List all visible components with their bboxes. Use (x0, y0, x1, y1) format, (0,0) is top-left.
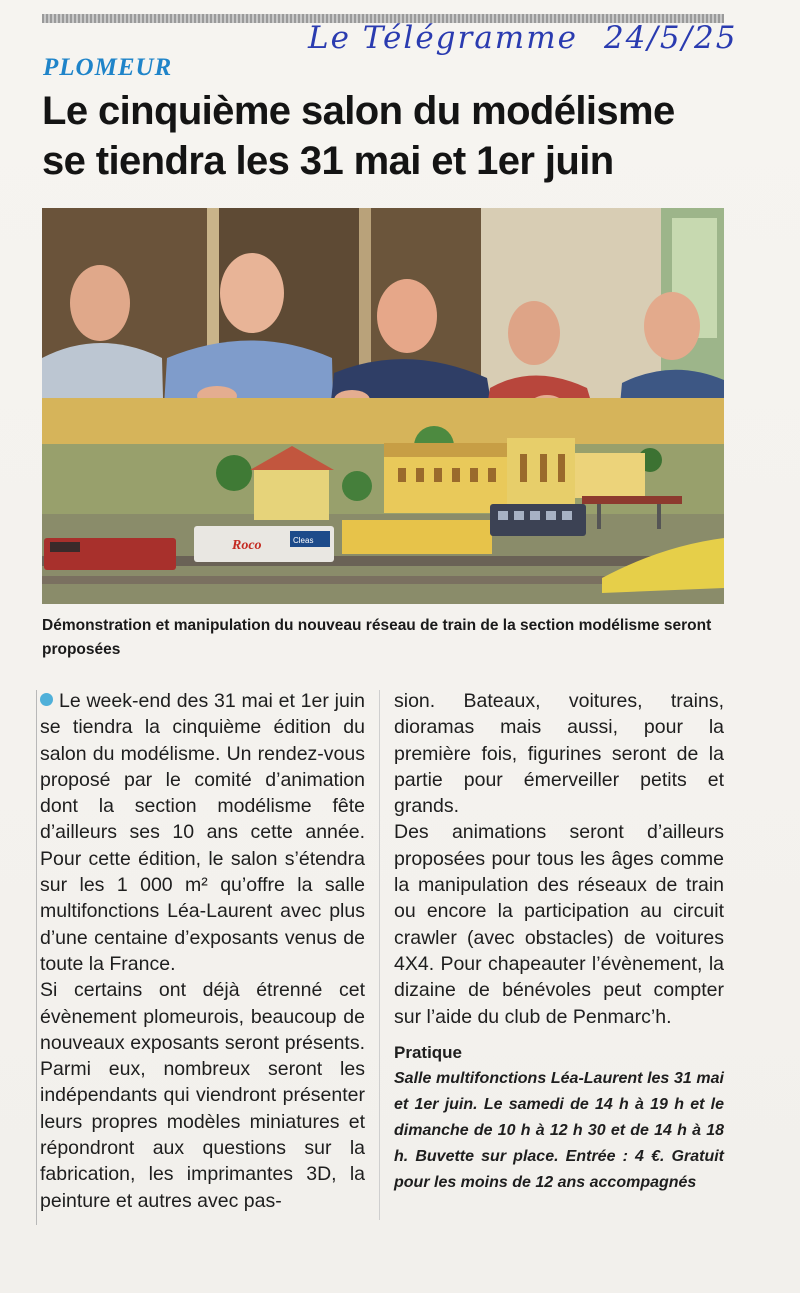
paragraph-1 (40, 688, 365, 977)
practical-info-body: Salle multifonctions Léa-Laurent les 31 mai et 1er juin. Le samedi de 14 h à 19 h et le dimanche de 10 h à 12 h 30 et de 14 h à 18 h. Buvette sur place. Entrée : 4 €. Gratuit pour les moins de 12 ans accompagnés (394, 1070, 724, 1192)
wagon-label-text: Cleas (293, 536, 314, 545)
headline (42, 86, 742, 186)
bleed-through-text (4, 660, 20, 727)
headline-line-2: se tiendra les 31 mai et 1er juin (42, 139, 614, 183)
handwritten-date: 24/5/25 (603, 20, 738, 56)
paragraph-2: Si certains ont déjà étrenné cet évènement plomeurois, beaucoup de nouveaux exposants seront présents. Parmi eux, nombreux seront les indépendants qui viendront présenter leurs propres modèles miniatures et répondront aux questions sur la fabrication, les imprimantes 3D, la peinture et autres avec pas- (40, 979, 365, 1212)
handwritten-source: Le Télégramme (308, 20, 578, 56)
paragraph-1-text: Le week-end des 31 mai et 1er juin se tiendra la cinquième édition du salon du modélisme. Un rendez-vous proposé par le comité d’animation dont la section modélisme fête d’ailleurs ses 10 ans cette année. Pour cette édition, le salon s’étendra sur les 1 000 m² qu’offre la salle multifonctions Léa-Laurent avec plus d’une centaine d’exposants venus de toute la France. (40, 690, 365, 975)
column-rule-left (36, 690, 37, 1225)
practical-info-title: Pratique (394, 1042, 463, 1062)
photo-caption: Démonstration et manipulation du nouveau réseau de train de la section modélisme seront proposées (42, 617, 712, 658)
photo-illustration (42, 208, 724, 604)
paragraph-4: Des animations seront d’ailleurs proposées pour tous les âges comme la manipulation des réseaux de train ou encore la participation au circuit crawler (avec obstacles) de voitures 4X4. Pour chapeauter l’évènement, la dizaine de bénévoles peut compter sur l’aide du club de Penmarc’h. (394, 821, 724, 1028)
column-divider (379, 690, 380, 1220)
paragraph-3: sion. Bateaux, voitures, trains, dioramas mais aussi, pour la première fois, figurines seront de la partie pour émerveiller petits et grands. (394, 690, 724, 818)
wagon-brand-text: Roco (232, 538, 262, 553)
headline-line-1: Le cinquième salon du modélisme (42, 89, 675, 133)
section-kicker: PLOMEUR (43, 54, 173, 81)
handwritten-note (308, 20, 737, 56)
article-column-right (394, 688, 724, 1196)
article-column-left (40, 688, 365, 1214)
article-photo (42, 208, 724, 604)
paragraph-bullet-icon (40, 693, 53, 706)
